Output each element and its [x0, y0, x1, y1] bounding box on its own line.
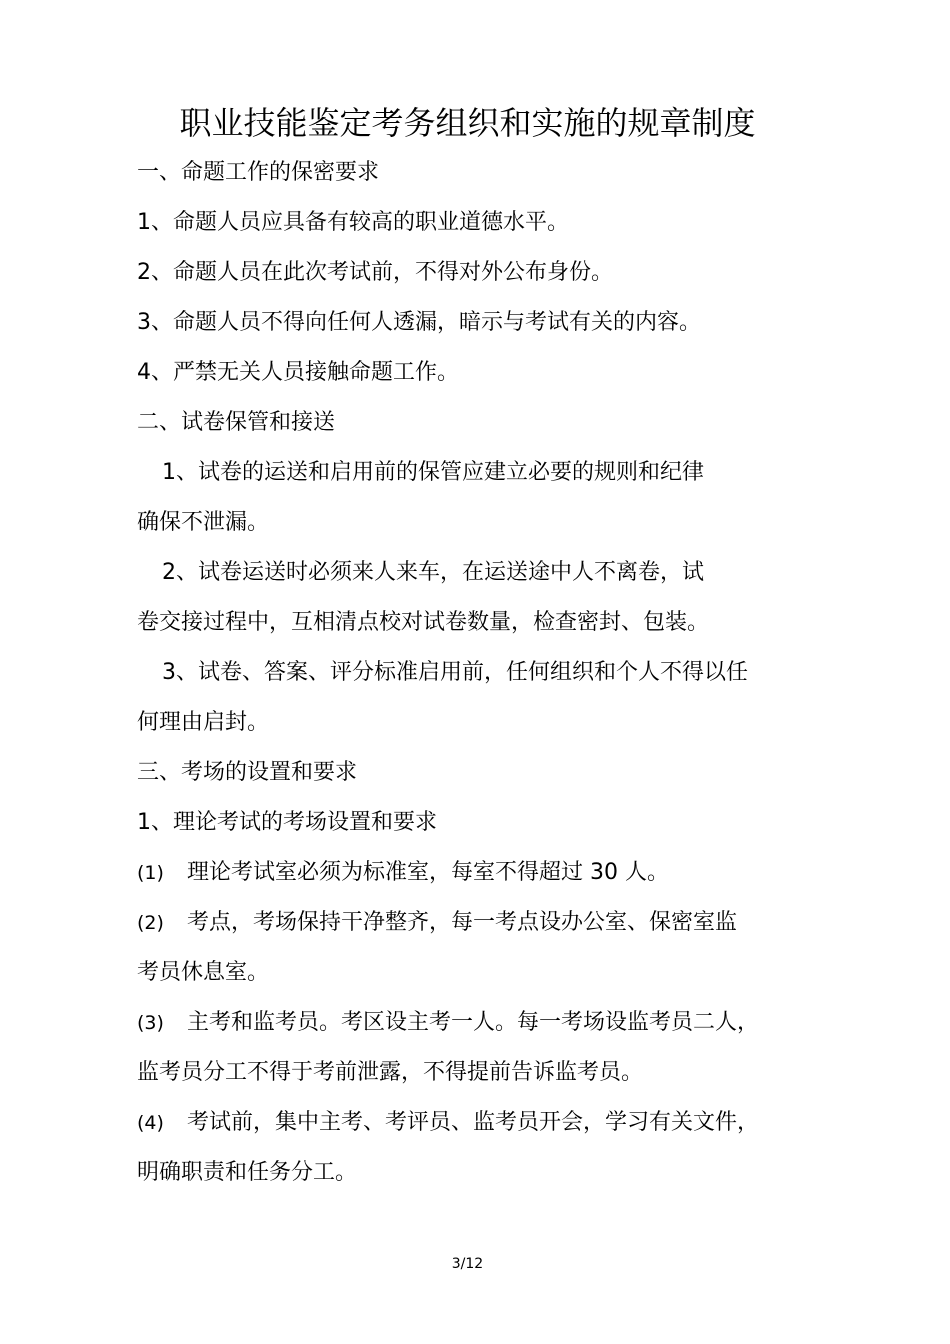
paragraph-line: 明确职责和任务分工。 [137, 1160, 358, 1185]
section-heading: 二、试卷保管和接送 [137, 410, 336, 435]
item-text: 主考和监考员。考区设主考一人。每一考场设监考员二人， [187, 1010, 760, 1035]
item-number: (3) [137, 1012, 164, 1034]
item-text: 考试前，集中主考、考评员、监考员开会，学习有关文件， [187, 1110, 760, 1135]
page-number: 3/12 [451, 1256, 484, 1272]
paragraph-line: 3、命题人员不得向任何人透漏，暗示与考试有关的内容。 [137, 310, 701, 335]
section-heading: 一、命题工作的保密要求 [137, 160, 380, 185]
paragraph-line: 1、试卷的运送和启用前的保管应建立必要的规则和纪律 [162, 460, 704, 485]
paragraph-line: 3、试卷、答案、评分标准启用前，任何组织和个人不得以任 [162, 660, 748, 685]
item-text: 考点，考场保持干净整齐，每一考点设办公室、保密室监 [187, 910, 738, 935]
item-number: (2) [137, 912, 164, 934]
paragraph-line: 确保不泄漏。 [137, 510, 270, 535]
paragraph-line: 考员休息室。 [137, 960, 270, 985]
numbered-item [137, 858, 669, 888]
item-number: (1) [137, 862, 164, 884]
page-title: 职业技能鉴定考务组织和实施的规章制度 [179, 104, 756, 142]
paragraph-line: 何理由启封。 [137, 710, 270, 735]
item-number: (4) [137, 1112, 164, 1134]
paragraph-line: 卷交接过程中，互相清点校对试卷数量，检查密封、包装。 [137, 610, 710, 635]
item-text: 理论考试室必须为标准室，每室不得超过 30 人。 [187, 860, 669, 885]
subsection-heading: 1、理论考试的考场设置和要求 [137, 810, 437, 835]
paragraph-line: 1、命题人员应具备有较高的职业道德水平。 [137, 210, 569, 235]
section-heading: 三、考场的设置和要求 [137, 760, 358, 785]
paragraph-line: 2、命题人员在此次考试前，不得对外公布身份。 [137, 260, 613, 285]
paragraph-line: 监考员分工不得于考前泄露，不得提前告诉监考员。 [137, 1060, 644, 1085]
paragraph-line: 4、严禁无关人员接触命题工作。 [137, 360, 459, 385]
numbered-item [137, 908, 737, 938]
numbered-item [137, 1008, 759, 1038]
paragraph-line: 2、试卷运送时必须来人来车，在运送途中人不离卷，试 [162, 560, 704, 585]
numbered-item [137, 1108, 759, 1138]
